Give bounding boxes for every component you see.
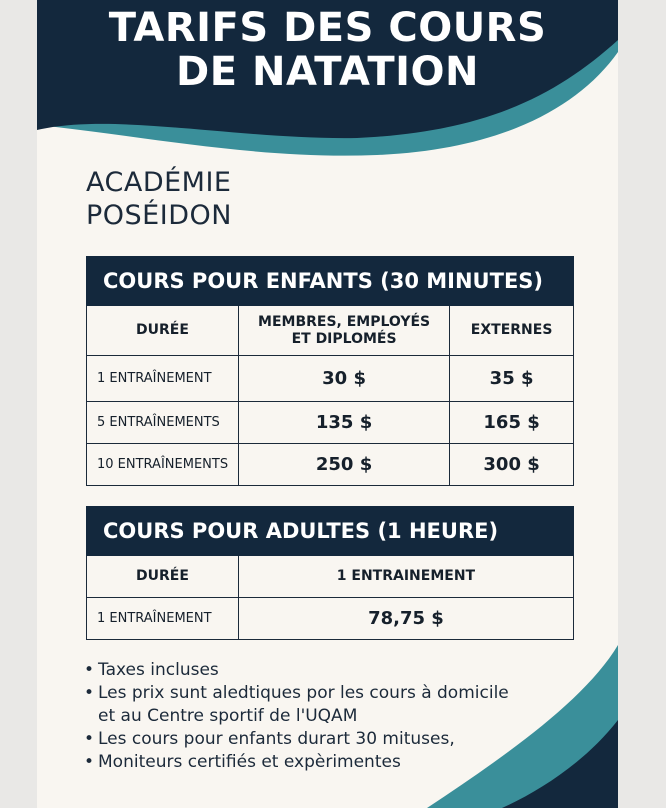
col-header-members-line-1: MEMBRES, EMPLOYÉS xyxy=(258,313,431,330)
academy-line-2: POSÉIDON xyxy=(86,200,232,231)
title-line-1: TARIFS DES COURS xyxy=(108,5,547,51)
adults-header-row xyxy=(87,507,574,556)
col-header-external: EXTERNES xyxy=(450,306,574,356)
table-row xyxy=(87,356,574,402)
member-price: 135 $ xyxy=(238,402,449,444)
children-column-header-row xyxy=(87,306,574,356)
note-pricing xyxy=(84,682,509,728)
notes-list xyxy=(84,659,509,774)
member-price: 250 $ xyxy=(238,444,449,486)
row-label: 5 ENTRAÎNEMENTS xyxy=(87,402,239,444)
row-label: 1 ENTRAÎNEMENT xyxy=(87,356,239,402)
col-header-duration: DURÉE xyxy=(87,306,239,356)
external-price: 165 $ xyxy=(450,402,574,444)
table-row xyxy=(87,444,574,486)
poster xyxy=(37,0,618,808)
adults-column-header-row xyxy=(87,556,574,598)
adult-price: 78,75 $ xyxy=(238,598,573,640)
title-line-2: DE NATATION xyxy=(176,49,479,95)
academy-name xyxy=(86,166,232,232)
note-instructors: • Moniteurs certifiés et expèrimentes xyxy=(84,751,509,774)
academy-line-1: ACADÉMIE xyxy=(86,167,232,198)
note-pricing-line-1: • Les prix sunt aledtiques por les cours à domicile xyxy=(98,683,509,703)
note-duration: • Les cours pour enfants durart 30 mituses, xyxy=(84,728,509,751)
page-title xyxy=(37,6,618,94)
col-header-members xyxy=(238,306,449,356)
note-taxes: • Taxes incluses xyxy=(84,659,509,682)
row-label: 1 ENTRAÎNEMENT xyxy=(87,598,239,640)
table-row xyxy=(87,402,574,444)
adults-table-title: COURS POUR ADULTES (1 HEURE) xyxy=(87,507,574,556)
member-price: 30 $ xyxy=(238,356,449,402)
table-row xyxy=(87,598,574,640)
external-price: 35 $ xyxy=(450,356,574,402)
children-header-row xyxy=(87,257,574,306)
children-table-title: COURS POUR ENFANTS (30 MINUTES) xyxy=(87,257,574,306)
adults-price-table xyxy=(86,506,574,640)
col-header-duration: DURÉE xyxy=(87,556,239,598)
col-header-single-session: 1 ENTRAINEMENT xyxy=(238,556,573,598)
note-pricing-line-2: et au Centre sportif de l'UQAM xyxy=(98,706,358,726)
children-price-table xyxy=(86,256,574,486)
col-header-members-line-2: ET DIPLOMÉS xyxy=(291,330,397,347)
external-price: 300 $ xyxy=(450,444,574,486)
row-label: 10 ENTRAÎNEMENTS xyxy=(87,444,239,486)
